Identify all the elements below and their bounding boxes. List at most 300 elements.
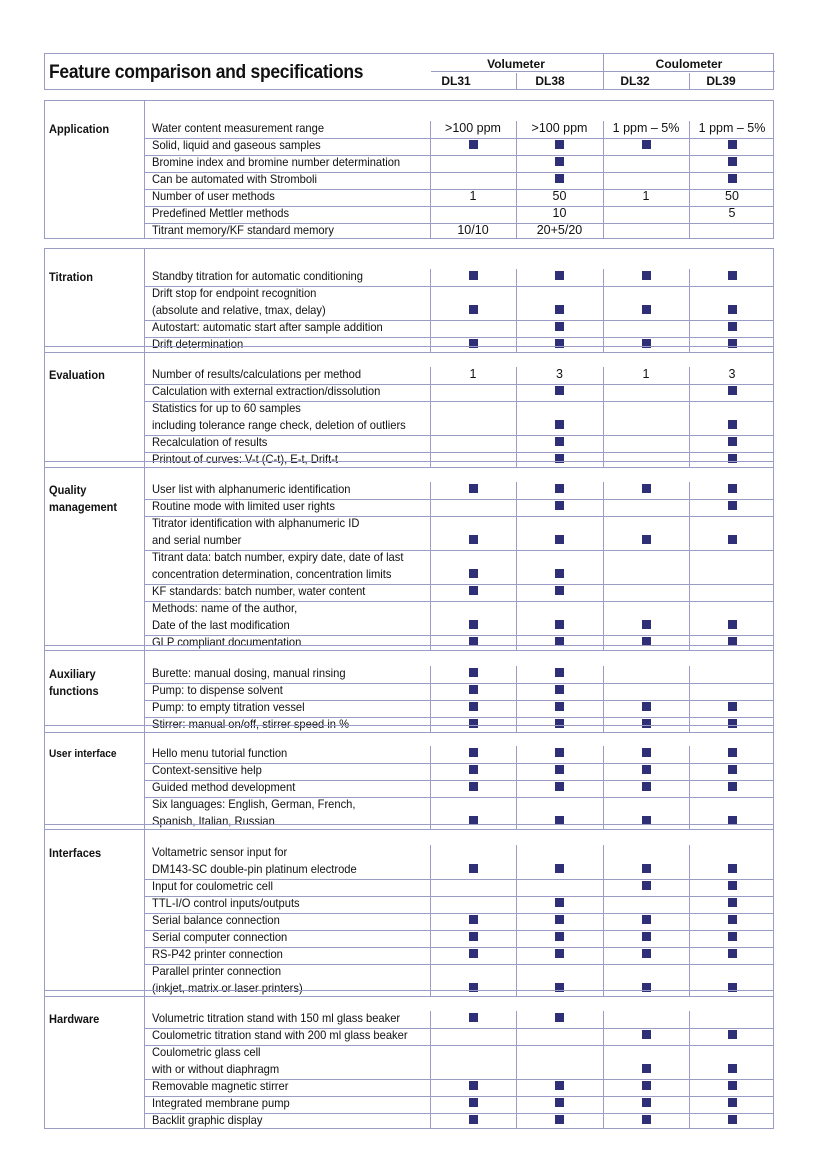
table-row (145, 584, 773, 601)
feature-available-marker (516, 861, 603, 878)
feature-available-marker (689, 912, 775, 929)
feature-label (152, 844, 357, 878)
section-label (49, 845, 101, 862)
feature-line: Titrant memory/KF standard memory (152, 223, 334, 237)
feature-line: including tolerance range check, deletion of outliers (152, 418, 406, 432)
filled-square-icon (642, 864, 651, 873)
value-cell: 1 ppm – 5% (698, 121, 766, 135)
filled-square-icon (728, 535, 737, 544)
feature-line: (inkjet, matrix or laser printers) (152, 981, 303, 995)
feature-label (152, 665, 346, 682)
feature-line: RS-P42 printer connection (152, 947, 283, 961)
feature-available-marker (689, 268, 775, 285)
feature-available-marker (430, 137, 516, 154)
feature-available-marker (516, 383, 603, 400)
filled-square-icon (642, 1030, 651, 1039)
feature-line: Can be automated with Stromboli (152, 172, 318, 186)
feature-available-marker (516, 583, 603, 600)
feature-label (152, 912, 280, 929)
feature-available-marker (603, 946, 689, 963)
feature-line: Coulometric titration stand with 200 ml glass beaker (152, 1028, 408, 1042)
filled-square-icon (555, 535, 564, 544)
filled-square-icon (555, 305, 564, 314)
feature-line: Drift stop for endpoint recognition (152, 286, 317, 300)
feature-available-marker (603, 1027, 689, 1044)
feature-available-marker (689, 878, 775, 895)
feature-available-marker (430, 912, 516, 929)
feature-label (152, 745, 287, 762)
filled-square-icon (555, 915, 564, 924)
filled-square-icon (728, 322, 737, 331)
value-cell: 50 (552, 189, 567, 203)
feature-label (152, 205, 289, 222)
feature-available-marker (516, 682, 603, 699)
filled-square-icon (728, 932, 737, 941)
filled-square-icon (555, 949, 564, 958)
value-cell: 5 (728, 206, 736, 220)
filled-square-icon (728, 174, 737, 183)
filled-square-icon (469, 748, 478, 757)
feature-available-marker (516, 532, 603, 549)
feature-line: Date of the last modification (152, 618, 290, 632)
table-row (145, 269, 773, 286)
feature-label (152, 929, 287, 946)
filled-square-icon (469, 620, 478, 629)
filled-square-icon (469, 702, 478, 711)
table-row (145, 499, 773, 516)
filled-square-icon (555, 437, 564, 446)
feature-available-marker (689, 745, 775, 762)
feature-available-marker (430, 268, 516, 285)
feature-line: Number of results/calculations per method (152, 367, 362, 381)
section-label-line: Application (49, 122, 110, 136)
feature-available-marker (603, 481, 689, 498)
feature-label (152, 878, 273, 895)
value-cell: 50 (725, 189, 739, 203)
section-label-line: Quality (49, 483, 87, 497)
filled-square-icon (469, 1115, 478, 1124)
filled-square-icon (555, 174, 564, 183)
feature-label (152, 137, 321, 154)
feature-line: Standby titration for automatic conditioning (152, 269, 363, 283)
feature-available-marker (689, 779, 775, 796)
filled-square-icon (728, 484, 737, 493)
table-row (145, 763, 773, 780)
value-cell: 1 ppm – 5% (612, 121, 680, 135)
filled-square-icon (469, 932, 478, 941)
filled-square-icon (469, 1013, 478, 1022)
feature-line: Autostart: automatic start after sample addition (152, 320, 383, 334)
section-label (49, 367, 105, 384)
filled-square-icon (469, 915, 478, 924)
filled-square-icon (728, 881, 737, 890)
table-row (145, 1011, 773, 1028)
feature-available-marker (689, 699, 775, 716)
feature-label (152, 779, 295, 796)
value-cell: >100 ppm (531, 121, 588, 135)
section-user-interface (44, 725, 774, 830)
feature-line: Context-sensitive help (152, 763, 262, 777)
filled-square-icon (728, 1081, 737, 1090)
table-row (145, 138, 773, 155)
table-row (145, 913, 773, 930)
feature-line: Stirrer: manual on/off, stirrer speed in % (152, 717, 350, 731)
table-row (145, 683, 773, 700)
feature-label (152, 1112, 262, 1129)
feature-line: Six languages: English, German, French, (152, 797, 356, 811)
section-label-line: Evaluation (49, 368, 105, 382)
feature-label (152, 188, 275, 205)
filled-square-icon (728, 1030, 737, 1039)
feature-line: KF standards: batch number, water content (152, 584, 366, 598)
feature-available-marker (430, 617, 516, 634)
filled-square-icon (728, 1115, 737, 1124)
section-label-line: management (49, 500, 118, 514)
feature-available-marker (689, 137, 775, 154)
filled-square-icon (728, 782, 737, 791)
feature-available-marker (689, 929, 775, 946)
feature-line: with or without diaphragm (152, 1062, 280, 1076)
filled-square-icon (642, 620, 651, 629)
feature-available-marker (603, 745, 689, 762)
value-cell: 1 (642, 367, 650, 381)
value-cell: >100 ppm (445, 121, 501, 135)
table-row (145, 845, 773, 879)
feature-label (152, 481, 350, 498)
feature-line: Pump: to empty titration vessel (152, 700, 305, 714)
table-row (145, 435, 773, 452)
filled-square-icon (555, 1013, 564, 1022)
feature-available-marker (689, 434, 775, 451)
section-label (49, 121, 109, 138)
section-label (49, 746, 117, 763)
section-evaluation (44, 346, 774, 468)
feature-available-marker (603, 878, 689, 895)
filled-square-icon (469, 305, 478, 314)
feature-available-marker (689, 302, 775, 319)
table-row (145, 401, 773, 435)
feature-available-marker (430, 762, 516, 779)
feature-label (152, 400, 406, 434)
feature-available-marker (689, 895, 775, 912)
feature-line: TTL-I/O control inputs/outputs (152, 896, 300, 910)
value-cell: 10/10 (457, 223, 489, 237)
feature-available-marker (689, 861, 775, 878)
filled-square-icon (642, 535, 651, 544)
filled-square-icon (728, 1098, 737, 1107)
feature-label (152, 366, 361, 383)
filled-square-icon (469, 949, 478, 958)
value-cell: 1 (469, 189, 477, 203)
table-row (145, 482, 773, 499)
filled-square-icon (555, 271, 564, 280)
group-label-volumeter: Volumeter (487, 57, 545, 71)
feature-line: Recalculation of results (152, 435, 268, 449)
filled-square-icon (469, 535, 478, 544)
feature-line: Voltametric sensor input for (152, 845, 288, 859)
feature-label (152, 120, 324, 137)
feature-available-marker (516, 171, 603, 188)
filled-square-icon (469, 271, 478, 280)
feature-available-marker (516, 617, 603, 634)
filled-square-icon (469, 668, 478, 677)
feature-line: Burette: manual dosing, manual rinsing (152, 666, 346, 680)
table-row (145, 666, 773, 683)
table-row (145, 746, 773, 763)
filled-square-icon (555, 748, 564, 757)
feature-label (152, 600, 297, 634)
feature-label (152, 1044, 279, 1078)
filled-square-icon (555, 501, 564, 510)
feature-available-marker (516, 302, 603, 319)
feature-available-marker (516, 1095, 603, 1112)
feature-available-marker (430, 946, 516, 963)
filled-square-icon (555, 864, 564, 873)
feature-line: Input for coulometric cell (152, 879, 273, 893)
filled-square-icon (555, 1098, 564, 1107)
feature-available-marker (516, 1010, 603, 1027)
filled-square-icon (642, 1064, 651, 1073)
feature-line: concentration determination, concentration limits (152, 567, 392, 581)
feature-label (152, 222, 334, 239)
feature-label (152, 946, 283, 963)
table-row (145, 320, 773, 337)
feature-label (152, 319, 383, 336)
filled-square-icon (469, 484, 478, 493)
section-label (49, 1011, 99, 1028)
filled-square-icon (642, 484, 651, 493)
table-row (145, 780, 773, 797)
feature-available-marker (516, 779, 603, 796)
feature-available-marker (516, 665, 603, 682)
value-cell: 10 (552, 206, 567, 220)
feature-available-marker (603, 861, 689, 878)
filled-square-icon (555, 782, 564, 791)
filled-square-icon (555, 668, 564, 677)
filled-square-icon (555, 702, 564, 711)
feature-available-marker (689, 762, 775, 779)
filled-square-icon (642, 949, 651, 958)
filled-square-icon (642, 932, 651, 941)
value-cell: 1 (469, 367, 477, 381)
feature-available-marker (516, 762, 603, 779)
table-row (145, 930, 773, 947)
feature-available-marker (516, 268, 603, 285)
feature-available-marker (430, 583, 516, 600)
model-label-dl31: DL31 (441, 74, 471, 88)
filled-square-icon (728, 765, 737, 774)
filled-square-icon (728, 437, 737, 446)
feature-line: Volumetric titration stand with 150 ml glass beaker (152, 1011, 401, 1025)
section-label (49, 482, 117, 516)
feature-line: Predefined Mettler methods (152, 206, 290, 220)
feature-available-marker (516, 895, 603, 912)
filled-square-icon (642, 748, 651, 757)
feature-available-marker (516, 137, 603, 154)
section-label-line: Titration (49, 270, 93, 284)
filled-square-icon (642, 915, 651, 924)
table-row (145, 286, 773, 320)
feature-line: Spanish, Italian, Russian (152, 814, 275, 828)
filled-square-icon (642, 1081, 651, 1090)
filled-square-icon (642, 881, 651, 890)
feature-line: Titrant data: batch number, expiry date, date of last (152, 550, 404, 564)
table-row (145, 879, 773, 896)
filled-square-icon (555, 157, 564, 166)
filled-square-icon (728, 915, 737, 924)
value-cell: 3 (728, 367, 736, 381)
feature-label (152, 154, 400, 171)
feature-available-marker (603, 699, 689, 716)
feature-label (152, 171, 317, 188)
filled-square-icon (642, 305, 651, 314)
filled-square-icon (642, 782, 651, 791)
filled-square-icon (728, 157, 737, 166)
feature-available-marker (689, 319, 775, 336)
feature-line: and serial number (152, 533, 242, 547)
feature-available-marker (603, 1095, 689, 1112)
filled-square-icon (469, 685, 478, 694)
feature-line: DM143-SC double-pin platinum electrode (152, 862, 357, 876)
filled-square-icon (555, 765, 564, 774)
section-label-line: User interface (49, 748, 117, 760)
feature-line: Parallel printer connection (152, 964, 282, 978)
filled-square-icon (469, 569, 478, 578)
section-label-line: functions (49, 684, 99, 698)
feature-available-marker (516, 699, 603, 716)
table-row (145, 189, 773, 206)
feature-available-marker (516, 929, 603, 946)
feature-available-marker (603, 302, 689, 319)
section-interfaces (44, 824, 774, 997)
feature-line: Printout of curves: V-t (C-t), E-t, Drift-t (152, 452, 339, 466)
feature-line: Water content measurement range (152, 121, 325, 135)
feature-line: GLP compliant documentation (152, 635, 302, 649)
value-cell: 1 (642, 189, 650, 203)
filled-square-icon (469, 1098, 478, 1107)
feature-line: Bromine index and bromine number determination (152, 155, 401, 169)
feature-available-marker (689, 617, 775, 634)
filled-square-icon (642, 765, 651, 774)
feature-label (152, 434, 267, 451)
feature-available-marker (430, 779, 516, 796)
filled-square-icon (555, 140, 564, 149)
group-label-coulometer: Coulometer (655, 57, 723, 71)
feature-available-marker (516, 417, 603, 434)
feature-label (152, 583, 365, 600)
feature-available-marker (430, 481, 516, 498)
feature-available-marker (603, 762, 689, 779)
feature-available-marker (430, 665, 516, 682)
table-row (145, 1079, 773, 1096)
feature-label (152, 383, 380, 400)
feature-available-marker (603, 1078, 689, 1095)
filled-square-icon (469, 765, 478, 774)
section-quality-management (44, 461, 774, 651)
table-row (145, 1113, 773, 1130)
feature-available-marker (689, 481, 775, 498)
section-label-line: Interfaces (49, 846, 102, 860)
feature-available-marker (603, 1061, 689, 1078)
feature-available-marker (516, 154, 603, 171)
filled-square-icon (642, 702, 651, 711)
feature-line: (absolute and relative, tmax, delay) (152, 303, 326, 317)
feature-line: Number of user methods (152, 189, 275, 203)
filled-square-icon (555, 586, 564, 595)
filled-square-icon (642, 1115, 651, 1124)
feature-line: Drift determination (152, 337, 244, 351)
filled-square-icon (469, 586, 478, 595)
table-row (145, 516, 773, 550)
filled-square-icon (469, 864, 478, 873)
feature-available-marker (689, 532, 775, 549)
feature-available-marker (689, 1112, 775, 1129)
table-row (145, 121, 773, 138)
section-auxiliary-functions (44, 645, 774, 733)
feature-available-marker (430, 699, 516, 716)
feature-label (152, 682, 283, 699)
feature-available-marker (430, 532, 516, 549)
value-cell: 3 (556, 367, 563, 381)
feature-available-marker (689, 498, 775, 515)
filled-square-icon (728, 864, 737, 873)
feature-line: Hello menu tutorial function (152, 746, 288, 760)
feature-label (152, 515, 359, 549)
feature-label (152, 285, 326, 319)
feature-available-marker (516, 566, 603, 583)
feature-label (152, 1078, 288, 1095)
feature-available-marker (430, 682, 516, 699)
filled-square-icon (728, 949, 737, 958)
feature-label (152, 549, 403, 583)
feature-available-marker (430, 1010, 516, 1027)
filled-square-icon (555, 1081, 564, 1090)
filled-square-icon (728, 702, 737, 711)
feature-available-marker (516, 912, 603, 929)
page-title: Feature comparison and specifications (49, 62, 364, 83)
filled-square-icon (728, 501, 737, 510)
feature-available-marker (430, 745, 516, 762)
feature-available-marker (430, 566, 516, 583)
feature-available-marker (603, 929, 689, 946)
feature-available-marker (516, 319, 603, 336)
feature-available-marker (516, 498, 603, 515)
feature-available-marker (603, 912, 689, 929)
table-row (145, 1096, 773, 1113)
filled-square-icon (728, 420, 737, 429)
section-label (49, 269, 93, 286)
feature-label (152, 762, 262, 779)
feature-available-marker (516, 1112, 603, 1129)
filled-square-icon (728, 140, 737, 149)
feature-line: Titrator identification with alphanumeric ID (152, 516, 360, 530)
filled-square-icon (728, 1064, 737, 1073)
feature-label (152, 699, 305, 716)
section-label-line: Hardware (49, 1012, 100, 1026)
table-row (145, 172, 773, 189)
filled-square-icon (555, 932, 564, 941)
feature-available-marker (516, 1078, 603, 1095)
feature-available-marker (516, 745, 603, 762)
table-row (145, 384, 773, 401)
section-application (44, 100, 774, 239)
feature-available-marker (689, 383, 775, 400)
filled-square-icon (728, 620, 737, 629)
filled-square-icon (555, 386, 564, 395)
filled-square-icon (642, 140, 651, 149)
filled-square-icon (555, 484, 564, 493)
section-label (49, 666, 99, 700)
